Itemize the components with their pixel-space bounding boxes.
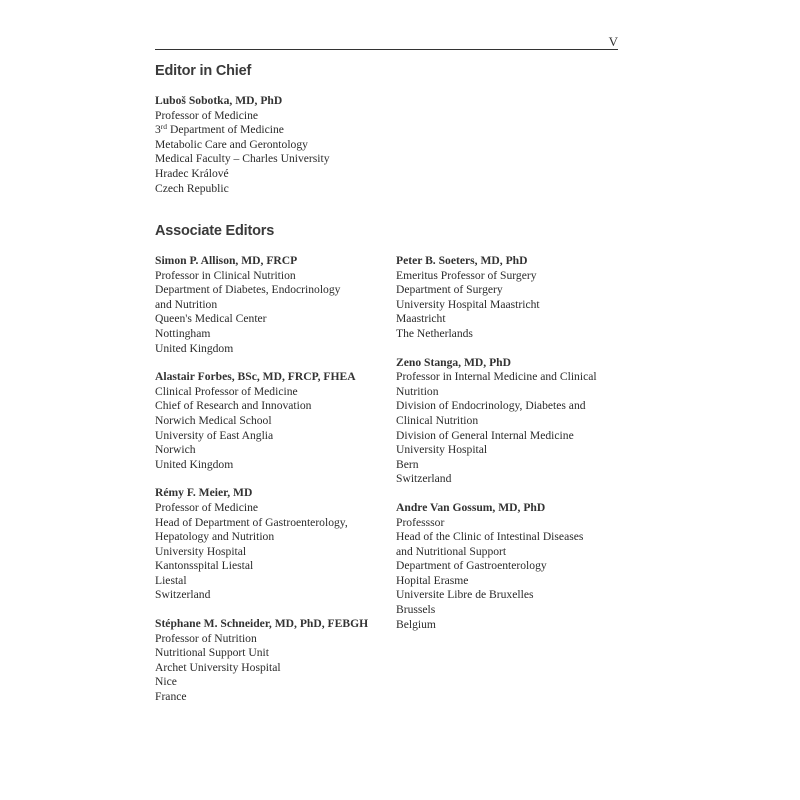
editor-affiliation-line: Belgium [396, 617, 436, 631]
editor-affiliation-line: Norwich Medical School [155, 413, 272, 427]
editor-affiliation-line: Clinical Professor of Medicine [155, 384, 298, 398]
editor-affiliation-line: Nutritional Support Unit [155, 646, 270, 660]
editor-in-chief-entry [155, 94, 330, 196]
editor-affiliation-line: Division of Endocrinology, Diabetes and [396, 399, 586, 413]
editor-affiliation-line: Professor of Nutrition [155, 631, 257, 645]
editor-title: Professor of Medicine [155, 108, 259, 122]
editor-affiliation-line: University Hospital Maastricht [396, 297, 540, 311]
editor-affiliation-line: Professsor [396, 515, 445, 529]
editor-entry [155, 254, 385, 356]
editor-affiliation-line: Bern [396, 457, 419, 471]
editor-name: Andre Van Gossum, MD, PhD [396, 500, 546, 514]
editor-affiliation-line: Professor in Clinical Nutrition [155, 268, 296, 282]
editor-affiliation-line: Metabolic Care and Gerontology [155, 137, 308, 151]
editor-affiliation-line: Liestal [155, 573, 187, 587]
associate-editors-heading: Associate Editors [155, 223, 275, 239]
editor-affiliation-line: Universite Libre de Bruxelles [396, 588, 534, 602]
editor-affiliation-line: Chief of Research and Innovation [155, 399, 312, 413]
editor-name: Stéphane M. Schneider, MD, PhD, FEBGH [155, 617, 369, 631]
editor-affiliation-line: Archet University Hospital [155, 660, 281, 674]
editor-entry [396, 356, 626, 487]
editor-name: Zeno Stanga, MD, PhD [396, 355, 511, 369]
editor-name: Rémy F. Meier, MD [155, 486, 253, 500]
editor-affiliation-line: Professor in Internal Medicine and Clinical [396, 370, 597, 384]
dept-ordinal: 3 [155, 123, 161, 137]
editor-name: Luboš Sobotka, MD, PhD [155, 94, 283, 107]
editor-affiliation-line: University Hospital [396, 443, 488, 457]
editor-name: Peter B. Soeters, MD, PhD [396, 254, 528, 267]
editor-affiliation-line: France [155, 690, 187, 704]
editor-name: Simon P. Allison, MD, FRCP [155, 254, 298, 267]
editor-affiliation-line: Hopital Erasme [396, 573, 469, 587]
editor-affiliation-line: Switzerland [155, 588, 211, 602]
editor-entry [396, 254, 626, 342]
editor-affiliation-line: Department of Gastroenterology [396, 559, 547, 573]
editor-affiliation-line: The Netherlands [396, 326, 473, 340]
editor-affiliation-line: Head of the Clinic of Intestinal Diseases [396, 530, 584, 544]
header-rule [155, 49, 618, 50]
editor-affiliation-line: Department of Diabetes, Endocrinology [155, 283, 341, 297]
editor-in-chief-heading: Editor in Chief [155, 63, 252, 79]
dept-rest: Department of Medicine [167, 123, 284, 137]
editor-affiliation-line: and Nutritional Support [396, 544, 507, 558]
editor-affiliation-line: University Hospital [155, 544, 247, 558]
editor-affiliation-line: United Kingdom [155, 457, 234, 471]
editor-affiliation-line: Queen's Medical Center [155, 312, 267, 326]
editor-affiliation-line: Nutrition [396, 384, 439, 398]
editor-affiliation-line: Kantonsspital Liestal [155, 559, 254, 573]
editor-entry [396, 501, 626, 632]
editor-entry [155, 486, 385, 603]
editor-affiliation-line: University of East Anglia [155, 428, 274, 442]
editor-department [155, 123, 330, 138]
associate-editors-right-column [396, 254, 626, 646]
editor-affiliation-line: Nottingham [155, 326, 211, 340]
editor-affiliation-line: Norwich [155, 443, 196, 457]
associate-editors-left-column [155, 254, 385, 719]
editor-affiliation-line: Czech Republic [155, 181, 229, 195]
editor-affiliation-line: Hradec Králové [155, 166, 229, 180]
editor-affiliation-line: Nice [155, 675, 177, 689]
editor-affiliation-line: Clinical Nutrition [396, 413, 479, 427]
editor-affiliation-line: and Nutrition [155, 297, 218, 311]
editor-name: Alastair Forbes, BSc, MD, FRCP, FHEA [155, 370, 356, 384]
editor-affiliation-line: Brussels [396, 603, 436, 617]
dept-ordinal-suffix: rd [160, 122, 168, 132]
editor-affiliation-line: Maastricht [396, 312, 446, 326]
editor-affiliation-line: Division of General Internal Medicine [396, 428, 574, 442]
editor-entry [155, 370, 385, 472]
editor-affiliation-line: Emeritus Professor of Surgery [396, 268, 537, 282]
editor-affiliation-line: Head of Department of Gastroenterology, [155, 515, 348, 529]
editor-affiliation-line: Switzerland [396, 472, 452, 486]
editor-affiliation-line: Hepatology and Nutrition [155, 530, 275, 544]
editor-affiliation-line: United Kingdom [155, 341, 234, 355]
editor-affiliation-line: Department of Surgery [396, 283, 503, 297]
page-number: V [608, 34, 618, 49]
editor-affiliation-line: Professor of Medicine [155, 500, 259, 514]
editor-affiliation-line: Medical Faculty – Charles University [155, 152, 330, 166]
editor-entry [155, 617, 385, 705]
